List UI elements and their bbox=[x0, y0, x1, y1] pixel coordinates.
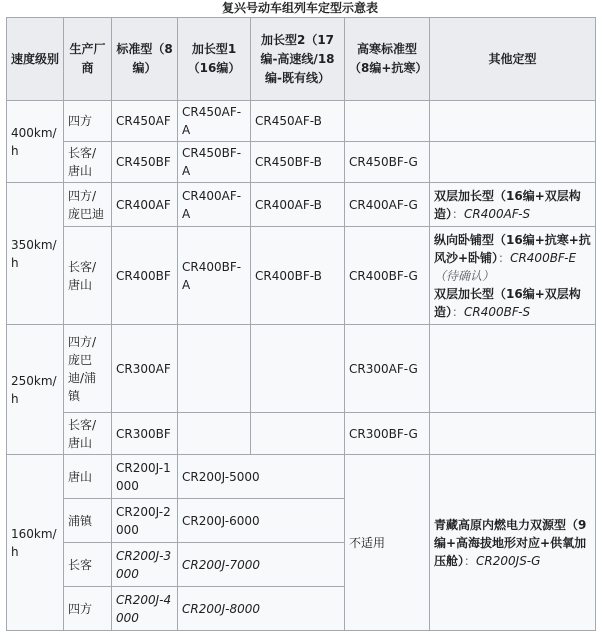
table-row bbox=[7, 455, 596, 499]
long2-cell: CR450BF-B bbox=[251, 142, 345, 183]
standard-cell: CR200J-4000 bbox=[112, 587, 178, 631]
standard-cell: CR200J-1000 bbox=[112, 455, 178, 499]
maker-cell: 长客/唐山 bbox=[64, 227, 112, 325]
long2-cell: CR400BF-B bbox=[251, 227, 345, 325]
other-type-code: CR400BF-E bbox=[510, 250, 577, 265]
long1-cell: CR400BF-A bbox=[178, 227, 251, 325]
header-speed: 速度级别 bbox=[7, 18, 64, 101]
other-type-sep: ： bbox=[452, 304, 465, 319]
table-row bbox=[7, 325, 596, 413]
other-cell bbox=[430, 183, 596, 227]
other-type-label: 青藏高原内燃电力双源型（9编+高海拔地形对应+供氧加压舱） bbox=[434, 517, 587, 568]
other-type-label: 纵向卧铺型（16编+抗寒+抗风沙+卧铺） bbox=[434, 232, 591, 265]
other-type-sep: ： bbox=[464, 553, 477, 568]
standard-cell: CR450BF bbox=[112, 142, 178, 183]
cold-cell: CR400AF-G bbox=[345, 183, 430, 227]
cold-cell: CR400BF-G bbox=[345, 227, 430, 325]
other-type-label: 双层加长型（16编+双层构造） bbox=[434, 286, 581, 319]
speed-cell-160: 160km/h bbox=[7, 455, 64, 631]
other-type-label: 双层加长型（16编+双层构造） bbox=[434, 188, 581, 221]
maker-cell: 四方/庞巴迪 bbox=[64, 183, 112, 227]
long1-cell bbox=[178, 325, 251, 413]
speed-cell-250: 250km/h bbox=[7, 325, 64, 455]
maker-cell: 长客/唐山 bbox=[64, 413, 112, 455]
other-cell bbox=[430, 325, 596, 413]
cold-cell: 不适用 bbox=[345, 455, 430, 631]
maker-cell: 四方 bbox=[64, 587, 112, 631]
table-row bbox=[7, 142, 596, 183]
emu-type-table bbox=[6, 17, 596, 631]
table-row bbox=[7, 227, 596, 325]
cold-cell bbox=[345, 101, 430, 142]
long1-cell: CR450AF-A bbox=[178, 101, 251, 142]
other-type-note: （待确认） bbox=[434, 268, 495, 283]
other-cell bbox=[430, 227, 596, 325]
long2-cell: CR450AF-B bbox=[251, 101, 345, 142]
long-cell: CR200J-6000 bbox=[178, 499, 345, 543]
other-type-code: CR200JS-G bbox=[476, 553, 541, 568]
maker-cell: 长客 bbox=[64, 543, 112, 587]
standard-cell: CR400BF bbox=[112, 227, 178, 325]
other-cell bbox=[430, 455, 596, 631]
other-type-sep: ： bbox=[452, 206, 465, 221]
standard-cell: CR200J-2000 bbox=[112, 499, 178, 543]
long2-cell: CR400AF-B bbox=[251, 183, 345, 227]
standard-cell: CR300BF bbox=[112, 413, 178, 455]
speed-cell-400: 400km/h bbox=[7, 101, 64, 183]
header-other: 其他定型 bbox=[430, 18, 596, 101]
header-long2: 加长型2（17编-高速线/18编-既有线） bbox=[251, 18, 345, 101]
table-row bbox=[7, 183, 596, 227]
other-type-code: CR400AF-S bbox=[464, 206, 531, 221]
header-row bbox=[7, 18, 596, 101]
other-cell bbox=[430, 413, 596, 455]
long1-cell bbox=[178, 413, 251, 455]
standard-cell: CR300AF bbox=[112, 325, 178, 413]
standard-cell: CR200J-3000 bbox=[112, 543, 178, 587]
maker-cell: 四方/庞巴迪/浦镇 bbox=[64, 325, 112, 413]
header-cold: 高寒标准型（8编+抗寒） bbox=[345, 18, 430, 101]
cold-cell: CR300BF-G bbox=[345, 413, 430, 455]
maker-cell: 唐山 bbox=[64, 455, 112, 499]
long-cell: CR200J-7000 bbox=[178, 543, 345, 587]
standard-cell: CR450AF bbox=[112, 101, 178, 142]
cold-cell: CR300AF-G bbox=[345, 325, 430, 413]
speed-cell-350: 350km/h bbox=[7, 183, 64, 325]
long1-cell: CR450BF-A bbox=[178, 142, 251, 183]
table-row bbox=[7, 101, 596, 142]
long1-cell: CR400AF-A bbox=[178, 183, 251, 227]
header-maker: 生产厂商 bbox=[64, 18, 112, 101]
table-caption: 复兴号动车组列车定型示意表 bbox=[221, 1, 378, 15]
long-cell: CR200J-5000 bbox=[178, 455, 345, 499]
header-standard: 标准型（8编） bbox=[112, 18, 178, 101]
maker-cell: 浦镇 bbox=[64, 499, 112, 543]
table-row bbox=[7, 413, 596, 455]
maker-cell: 长客/唐山 bbox=[64, 142, 112, 183]
long2-cell bbox=[251, 413, 345, 455]
cold-cell: CR450BF-G bbox=[345, 142, 430, 183]
other-type-sep: ： bbox=[498, 250, 511, 265]
standard-cell: CR400AF bbox=[112, 183, 178, 227]
other-cell bbox=[430, 142, 596, 183]
other-cell bbox=[430, 101, 596, 142]
header-long1: 加长型1（16编） bbox=[178, 18, 251, 101]
other-type-code: CR400BF-S bbox=[464, 304, 531, 319]
long2-cell bbox=[251, 325, 345, 413]
long-cell: CR200J-8000 bbox=[178, 587, 345, 631]
maker-cell: 四方 bbox=[64, 101, 112, 142]
